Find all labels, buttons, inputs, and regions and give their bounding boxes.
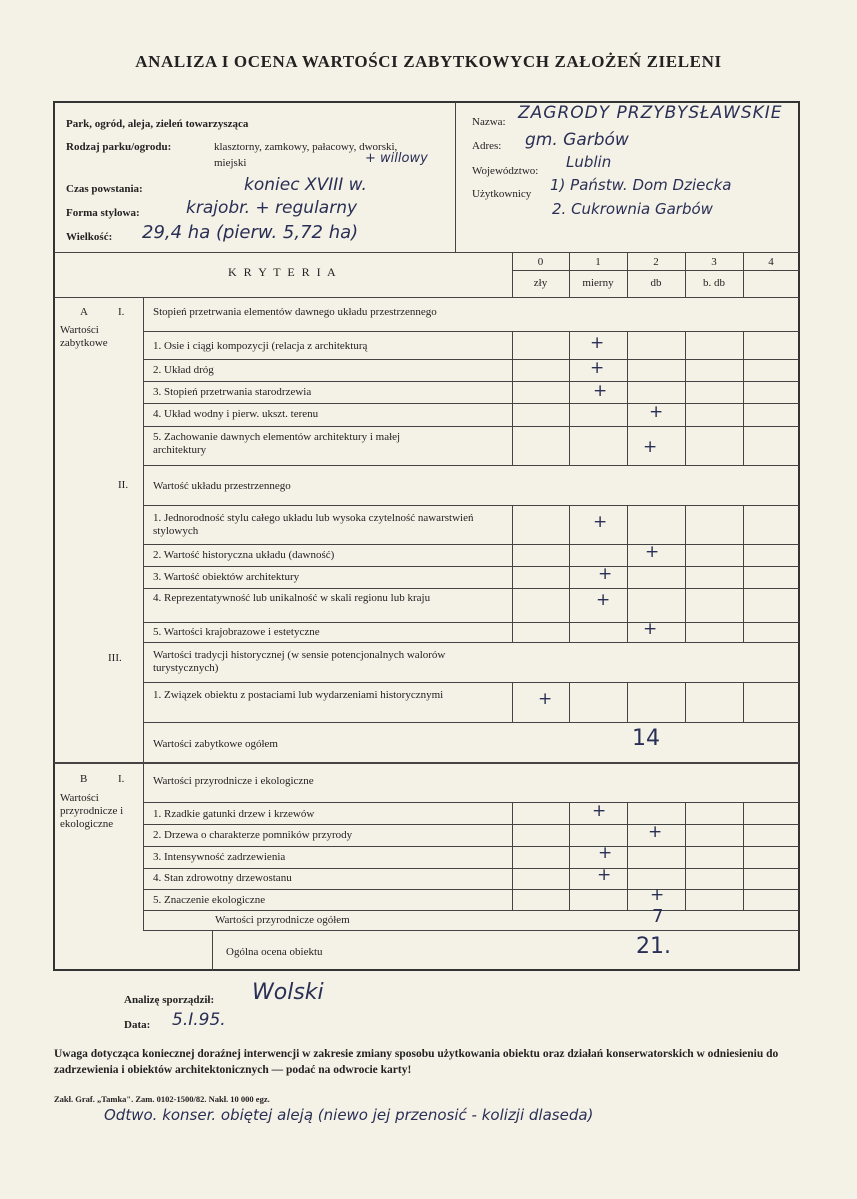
handwritten-note: Odtwo. konser. obiętej aleją (niewo jej przenosić - kolizji dlaseda) — [104, 1106, 594, 1124]
mark-a2-3: + — [598, 564, 613, 584]
section-a-divider — [143, 297, 144, 762]
mark-a1-1: + — [590, 333, 605, 353]
score-0: 0 — [537, 256, 544, 268]
group3-roman: III. — [108, 652, 122, 664]
date-label: Data: — [124, 1019, 151, 1031]
criterion-a2-5: 5. Wartości krajobrazowe i estetyczne — [153, 626, 320, 638]
mark-b-5: + — [650, 885, 665, 905]
section-a-roman: I. — [118, 306, 125, 318]
criterion-a1-2: 2. Układ dróg — [153, 364, 214, 376]
group2-roman: II. — [118, 479, 129, 491]
overall-value: 21. — [636, 934, 671, 959]
grade-0: zły — [533, 277, 548, 289]
overall-label: Ogólna ocena obiektu — [226, 946, 323, 958]
criterion-a1-1: 1. Osie i ciągi kompozycji (relacja z architekturą — [153, 340, 368, 352]
made-by-label: Analizę sporządził: — [124, 994, 215, 1006]
style-value: krajobr. + regularny — [186, 198, 358, 218]
criterion-a1-5: 5. Zachowanie dawnych elementów architektury i małej architektury — [153, 431, 401, 456]
date-value: 5.I.95. — [172, 1010, 226, 1030]
criterion-a1-4: 4. Układ wodny i pierw. ukszt. terenu — [153, 408, 319, 420]
section-b-roman: I. — [118, 773, 125, 785]
users-value-2: 2. Cukrownia Garbów — [552, 200, 713, 218]
printer-info: Zakł. Graf. „Tamka". Zam. 0102-1500/82. Nakł. 10 000 egz. — [54, 1094, 270, 1104]
section-a-total-value: 14 — [632, 726, 660, 751]
mark-b-1: + — [592, 801, 607, 821]
section-b-total-value: 7 — [652, 906, 664, 927]
section-b-total-label: Wartości przyrodnicze ogółem — [215, 914, 350, 926]
mark-a2-5: + — [643, 619, 658, 639]
score-3: 3 — [711, 256, 717, 268]
kind-label: Rodzaj parku/ogrodu: — [66, 141, 172, 153]
made-by-value: Wolski — [252, 980, 324, 1005]
section-b-letter: B — [80, 773, 88, 785]
grade-3: b. db — [703, 277, 725, 289]
section-b-name: Wartości przyrodnicze i ekologiczne — [60, 792, 124, 830]
name-label: Nazwa: — [472, 116, 506, 128]
section-a-letter: A — [80, 306, 88, 318]
voivodeship-value: Lublin — [566, 153, 612, 171]
criterion-a2-3: 3. Wartość obiektów architektury — [153, 571, 300, 583]
section-separator — [54, 762, 799, 764]
criteria-top-line — [54, 252, 799, 253]
park-type-label: Park, ogród, aleja, zieleń towarzysząca — [66, 118, 249, 130]
mark-a1-2: + — [590, 358, 605, 378]
kind-options-2: miejski — [214, 157, 247, 169]
created-label: Czas powstania: — [66, 183, 143, 195]
mark-a1-4: + — [649, 402, 664, 422]
group3-title: Wartości tradycji historycznej (w sensie potencjonalnych walorów turystycznych) — [153, 649, 446, 674]
address-label: Adres: — [472, 140, 502, 152]
section-a-total-label: Wartości zabytkowe ogółem — [153, 738, 278, 750]
grade-1: mierny — [582, 277, 614, 289]
name-value: ZAGRODY PRZYBYSŁAWSKIE — [518, 103, 783, 123]
criterion-a2-2: 2. Wartość historyczna układu (dawność) — [153, 549, 335, 561]
mark-b-2: + — [648, 822, 663, 842]
group1-title: Stopień przetrwania elementów dawnego układu przestrzennego — [153, 306, 437, 318]
created-value: koniec XVIII w. — [244, 175, 367, 195]
mark-b-3: + — [598, 843, 613, 863]
size-value: 29,4 ha (pierw. 5,72 ha) — [142, 222, 359, 243]
kind-handwritten: + willowy — [365, 151, 428, 166]
criteria-header-bottom — [54, 297, 799, 298]
style-label: Forma stylowa: — [66, 207, 140, 219]
grade-2: db — [650, 277, 662, 289]
criterion-b-5: 5. Znaczenie ekologiczne — [153, 894, 266, 906]
criterion-b-4: 4. Stan zdrowotny drzewostanu — [153, 872, 292, 884]
criterion-a2-4: 4. Reprezentatywność lub unikalność w skali regionu lub kraju — [153, 592, 431, 604]
users-value-1: 1) Państw. Dom Dziecka — [550, 176, 732, 194]
address-value: gm. Garbów — [525, 130, 629, 150]
mark-a3-1: + — [538, 689, 553, 709]
score-2: 2 — [653, 256, 659, 268]
criterion-a2-1: 1. Jednorodność stylu całego układu lub wysoka czytelność nawarstwień stylowych — [153, 512, 474, 537]
size-label: Wielkość: — [66, 231, 113, 243]
mark-a1-5: + — [643, 437, 658, 457]
intervention-note: Uwaga dotycząca koniecznej doraźnej interwencji w zakresie zmiany sposobu użytkowania obiektu oraz działań konserwatorskich w odniesieniu do zadrzewienia i obiektów architektonicznych — podać na odwrocie karty! — [54, 1048, 779, 1076]
mark-a2-4: + — [596, 590, 611, 610]
header-divider — [455, 102, 456, 252]
kind-options-1: klasztorny, zamkowy, pałacowy, dworski, — [214, 141, 398, 153]
criteria-label: K R Y T E R I A — [228, 265, 338, 279]
score-4: 4 — [768, 256, 774, 268]
group2-title: Wartość układu przestrzennego — [153, 480, 291, 492]
mark-a2-2: + — [645, 542, 660, 562]
section-b-group-title: Wartości przyrodnicze i ekologiczne — [153, 775, 314, 787]
mark-b-4: + — [597, 865, 612, 885]
mark-a2-1: + — [593, 512, 608, 532]
form-title: ANALIZA I OCENA WARTOŚCI ZABYTKOWYCH ZAŁOŻEŃ ZIELENI — [135, 52, 722, 71]
criterion-b-2: 2. Drzewa o charakterze pomników przyrody — [153, 829, 353, 841]
criterion-b-3: 3. Intensywność zadrzewienia — [153, 851, 286, 863]
criterion-a1-3: 3. Stopień przetrwania starodrzewia — [153, 386, 312, 398]
criterion-a3-1: 1. Związek obiektu z postaciami lub wydarzeniami historycznymi — [153, 689, 444, 701]
users-label: Użytkownicy — [472, 188, 532, 200]
voivodeship-label: Województwo: — [472, 165, 539, 177]
score-1: 1 — [595, 256, 601, 268]
mark-a1-3: + — [593, 381, 608, 401]
criterion-b-1: 1. Rzadkie gatunki drzew i krzewów — [153, 808, 315, 820]
section-a-name: Wartości zabytkowe — [60, 324, 108, 349]
